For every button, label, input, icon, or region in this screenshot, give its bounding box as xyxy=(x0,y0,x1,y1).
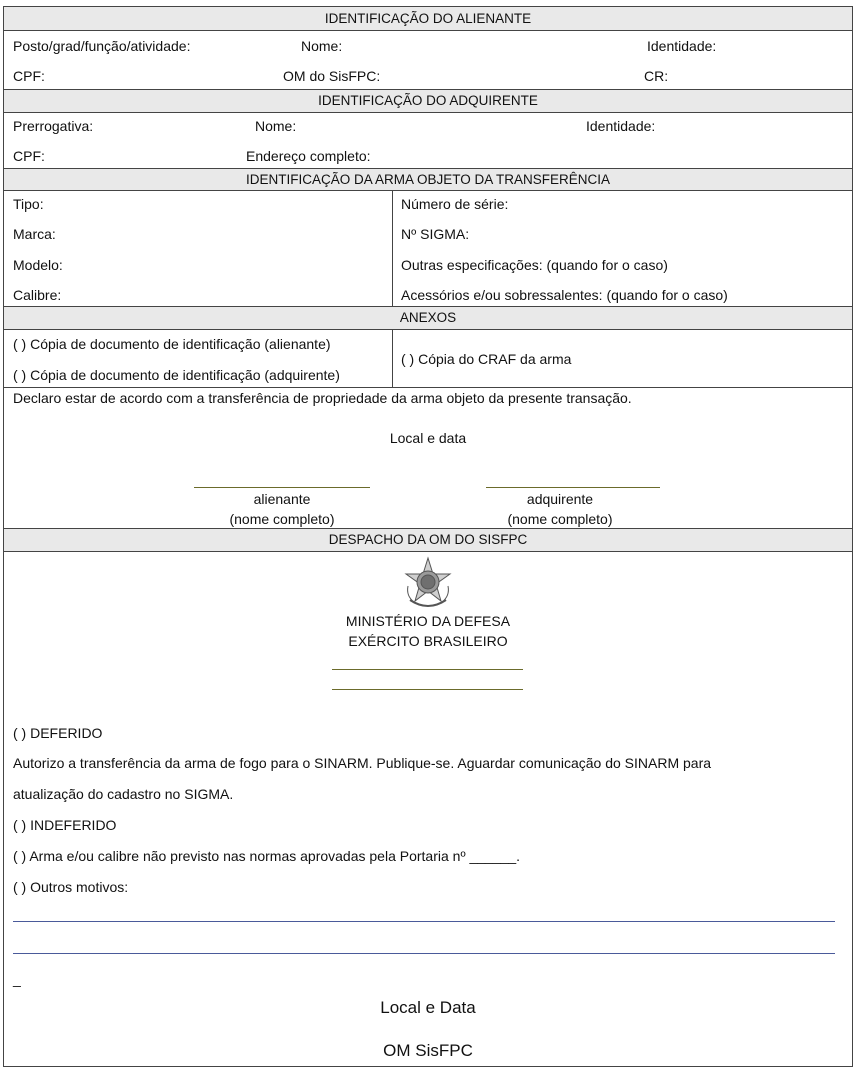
anexo-doc-alienante: ( ) Cópia de documento de identificação (alienante) xyxy=(13,336,331,352)
ministerio-defesa: MINISTÉRIO DA DEFESA xyxy=(345,613,511,629)
signature-nome-adquirente: (nome completo) xyxy=(507,511,613,527)
label-marca: Marca: xyxy=(13,226,56,242)
label-acessorios: Acessórios e/ou sobressalentes: (quando for o caso) xyxy=(401,287,728,303)
label-identidade-adquirente: Identidade: xyxy=(586,118,656,134)
label-outras-especificacoes: Outras especificações: (quando for o caso) xyxy=(401,257,668,273)
label-posto: Posto/grad/função/atividade: xyxy=(13,38,191,54)
label-om-sisfpc: OM do SisFPC: xyxy=(283,68,381,84)
motivo-outros: ( ) Outros motivos: xyxy=(13,879,129,895)
label-prerrogativa: Prerrogativa: xyxy=(13,118,94,134)
label-sigma: Nº SIGMA: xyxy=(401,226,470,242)
header-adquirente: IDENTIFICAÇÃO DO ADQUIRENTE xyxy=(4,89,852,113)
despacho-om-sisfpc: OM SisFPC xyxy=(383,1041,473,1060)
header-arma: IDENTIFICAÇÃO DA ARMA OBJETO DA TRANSFERÊNCIA xyxy=(4,168,852,191)
label-nome-adquirente: Nome: xyxy=(255,118,297,134)
header-anexos: ANEXOS xyxy=(4,306,852,330)
outros-line-2 xyxy=(13,953,835,954)
brasao-icon xyxy=(402,556,454,615)
despacho-line-1 xyxy=(332,669,523,670)
signature-line-adquirente xyxy=(486,487,660,488)
signature-label-adquirente: adquirente xyxy=(526,491,594,507)
anexos-bottom-line xyxy=(4,387,852,388)
motivo-calibre: ( ) Arma e/ou calibre não previsto nas normas aprovadas pela Portaria nº ______. xyxy=(13,848,521,864)
label-cpf-alienante: CPF: xyxy=(13,68,45,84)
label-numero-serie: Número de série: xyxy=(401,196,509,212)
label-modelo: Modelo: xyxy=(13,257,63,273)
signature-label-alienante: alienante xyxy=(253,491,311,507)
exercito-brasileiro: EXÉRCITO BRASILEIRO xyxy=(348,633,508,649)
declaracao-local-data: Local e data xyxy=(389,430,467,446)
label-identidade-alienante: Identidade: xyxy=(647,38,717,54)
label-calibre: Calibre: xyxy=(13,287,62,303)
anexo-doc-adquirente: ( ) Cópia de documento de identificação (adquirente) xyxy=(13,367,340,383)
outros-line-1 xyxy=(13,921,835,922)
signature-nome-alienante: (nome completo) xyxy=(229,511,335,527)
texto-autorizo-2: atualização do cadastro no SIGMA. xyxy=(13,786,234,802)
transfer-form xyxy=(3,6,853,1067)
anexo-craf: ( ) Cópia do CRAF da arma xyxy=(401,351,572,367)
signature-line-alienante xyxy=(194,487,370,488)
texto-autorizo-1: Autorizo a transferência da arma de fogo para o SINARM. Publique-se. Aguardar comunicação do SINARM para xyxy=(13,755,712,771)
label-nome-alienante: Nome: xyxy=(301,38,343,54)
opcao-deferido: ( ) DEFERIDO xyxy=(13,725,103,741)
label-tipo: Tipo: xyxy=(13,196,44,212)
label-endereco: Endereço completo: xyxy=(246,148,371,164)
anexos-divider xyxy=(392,330,393,387)
outros-line-dash: _ xyxy=(13,971,21,987)
header-despacho: DESPACHO DA OM DO SISFPC xyxy=(4,528,852,552)
label-cpf-adquirente: CPF: xyxy=(13,148,45,164)
header-alienante: IDENTIFICAÇÃO DO ALIENANTE xyxy=(4,7,852,31)
opcao-indeferido: ( ) INDEFERIDO xyxy=(13,817,117,833)
arma-divider xyxy=(392,191,393,306)
declaracao-texto: Declaro estar de acordo com a transferência de propriedade da arma objeto da presente transação. xyxy=(13,390,632,406)
despacho-line-2 xyxy=(332,689,523,690)
despacho-local-data: Local e Data xyxy=(380,998,476,1017)
label-cr: CR: xyxy=(644,68,669,84)
